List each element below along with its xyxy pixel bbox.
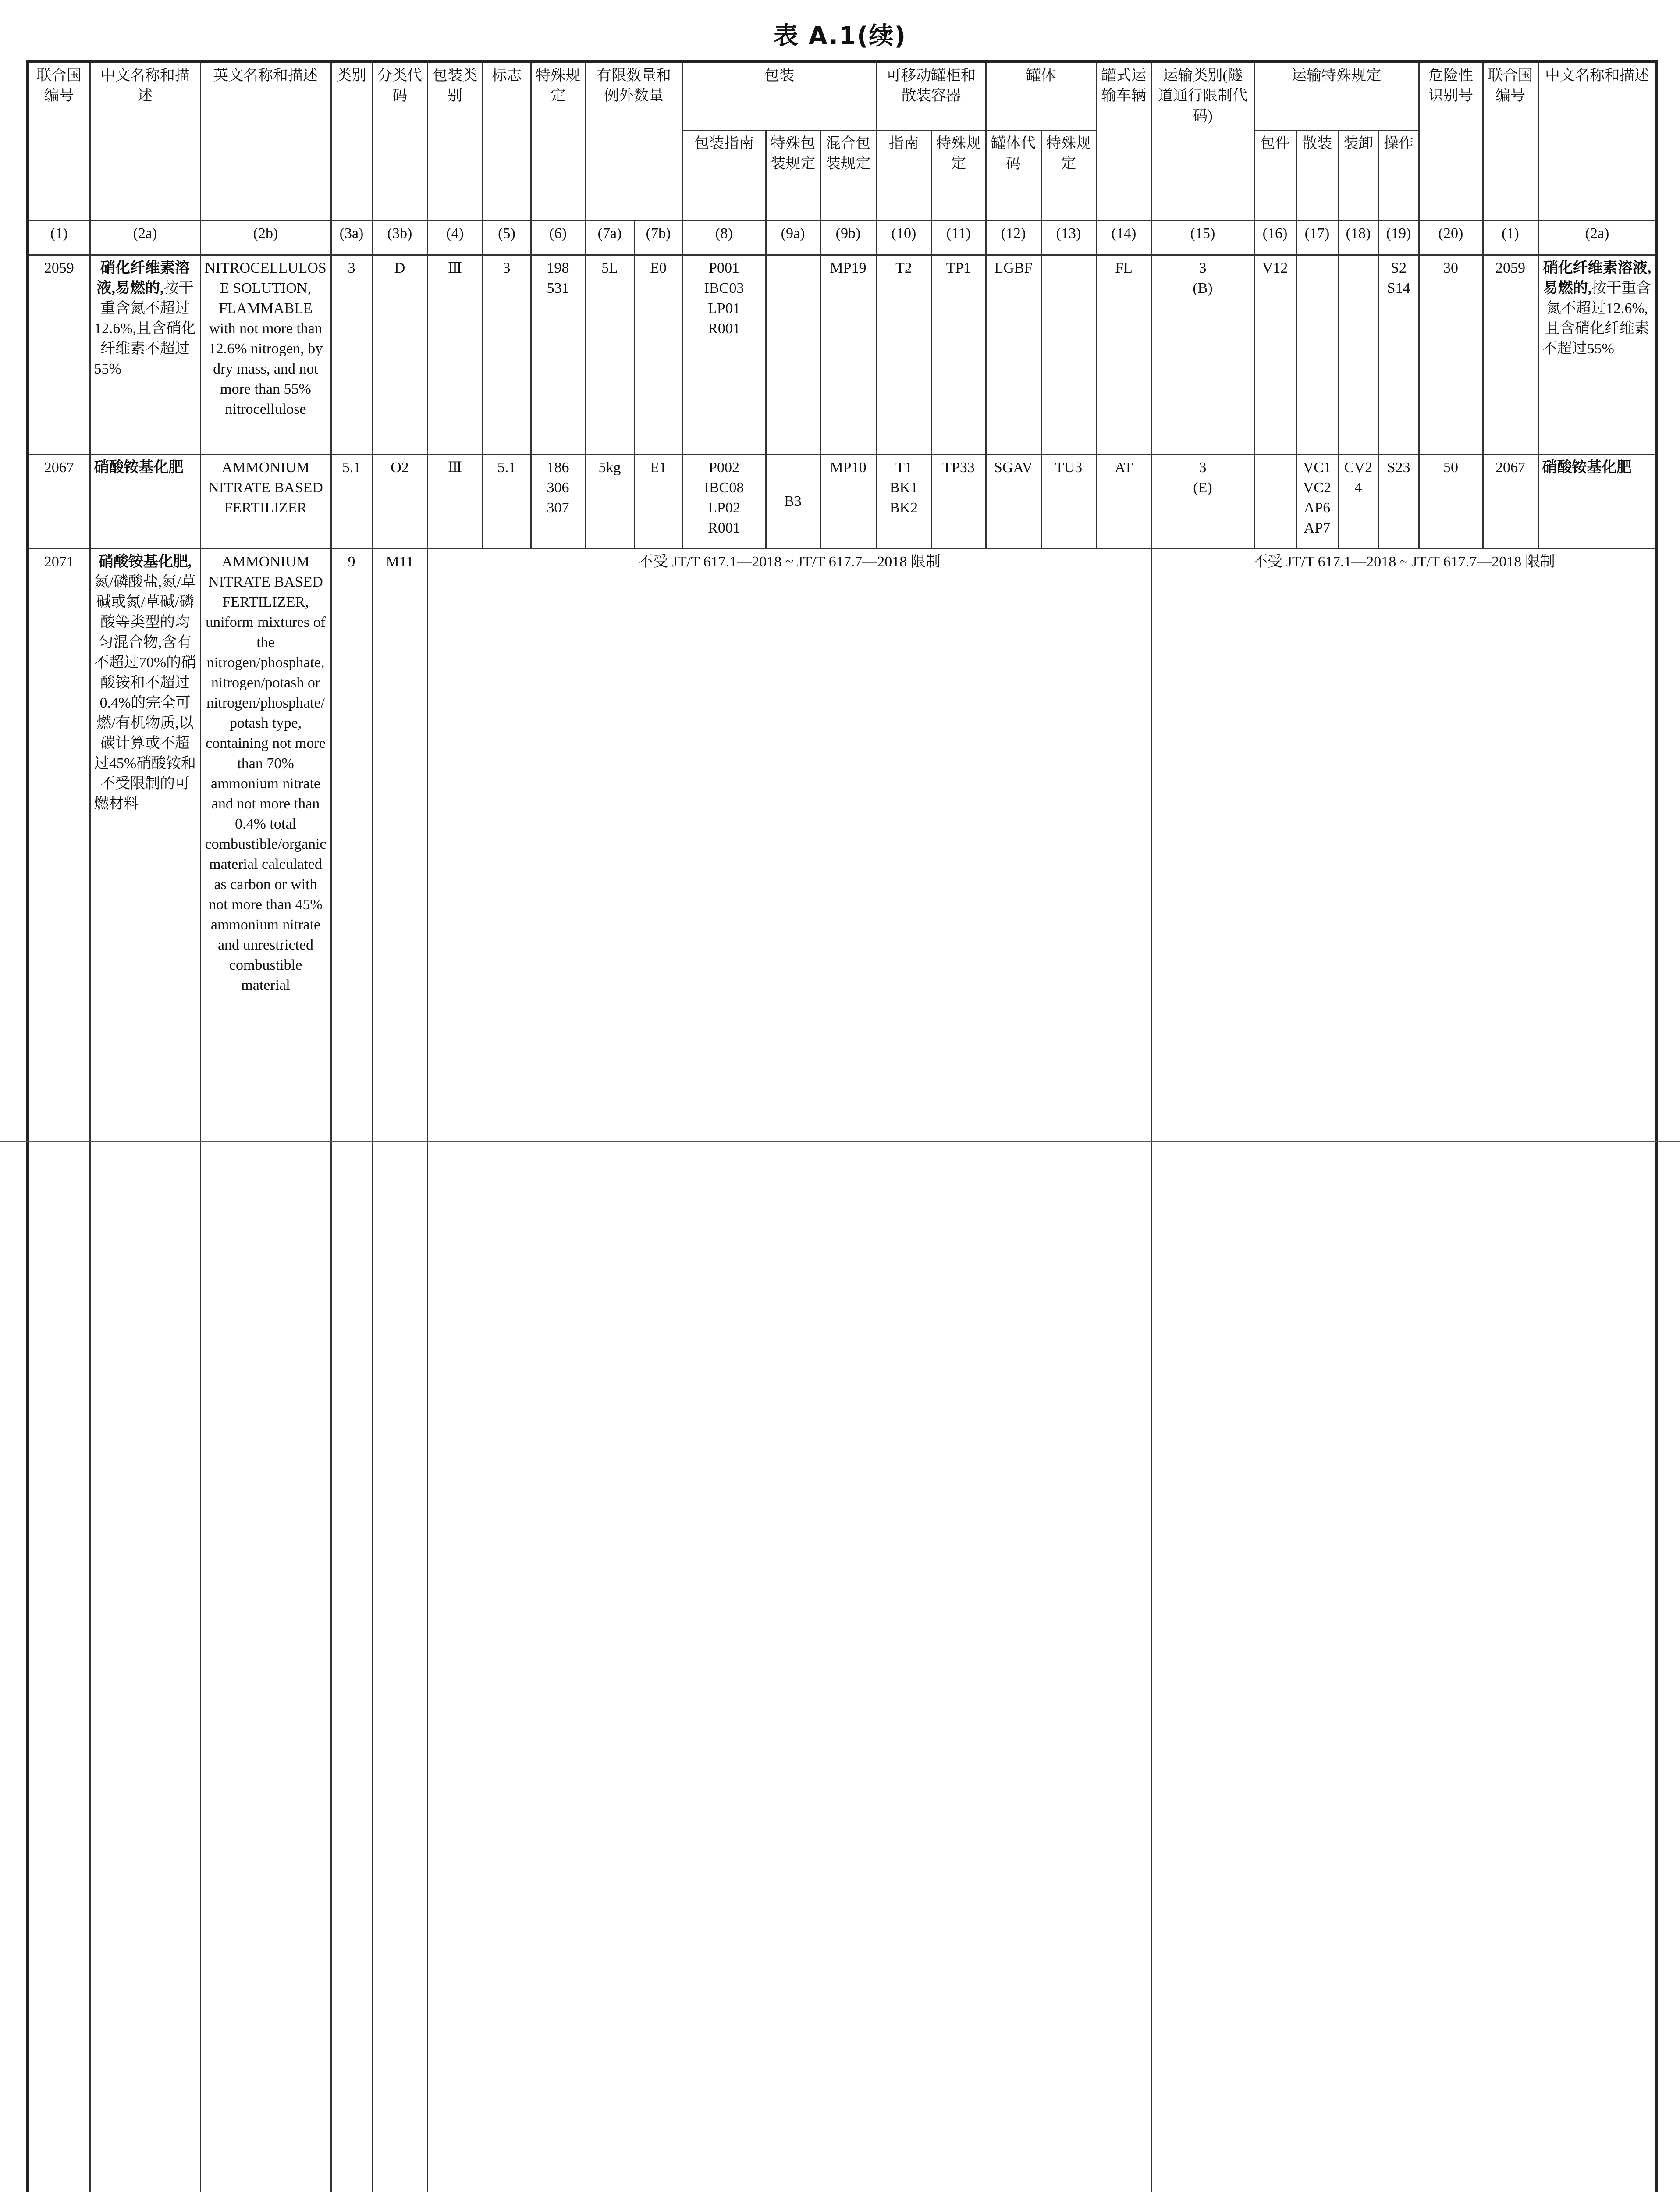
column-number: (4) — [427, 221, 483, 255]
hazard-id: 30 — [1419, 255, 1483, 455]
column-number: (17) — [1296, 221, 1338, 255]
special-provisions: 186 306 307 — [531, 455, 585, 549]
loading: CV24 — [1338, 455, 1378, 549]
cn-name-right: 硝化纤维素溶液,易燃的,按干重含氮不超过12.6%,且含硝化纤维素不超过55% — [1538, 255, 1656, 455]
packages — [1254, 455, 1296, 549]
header-packaging: 包装 — [682, 62, 876, 131]
un-number: 2059 — [28, 255, 90, 455]
header-mixed-packing: 混合包装规定 — [820, 131, 876, 221]
transport-category: 3 (E) — [1151, 455, 1254, 549]
transport-category: 3 (B) — [1151, 255, 1254, 455]
column-number: (13) — [1041, 221, 1096, 255]
operation: S2 S14 — [1378, 255, 1419, 455]
header-special-provisions: 特殊规定 — [531, 62, 585, 221]
en-name: AMMONIUM NITRATE BASED FERTILIZER — [200, 455, 331, 549]
un-number-right: 2067 — [1483, 455, 1538, 549]
class: 3 — [331, 255, 372, 455]
header-tank-vehicle: 罐式运输车辆 — [1096, 62, 1151, 221]
en-name: AMMONIUM NITRATE BASED FERTILIZER, uniform mixtures of the nitrogen/phosphate, nitrogen/potash or nitrogen/phosphate/potash type, containing not more than 70% ammonium nitrate and not more than 0.4% total combustible/organic material calculated as carbon or with not more than 45% ammonium nitrate and unrestricted combustible material — [200, 549, 331, 2192]
table-row — [28, 549, 1656, 2192]
header-label: 标志 — [483, 62, 531, 221]
excepted-quantity: E0 — [634, 255, 682, 455]
column-number: (3a) — [331, 221, 372, 255]
header-bulk: 散装 — [1296, 131, 1338, 221]
header-portable-special: 特殊规定 — [931, 131, 986, 221]
column-number: (11) — [931, 221, 986, 255]
packages: V12 — [1254, 255, 1296, 455]
column-number: (2b) — [200, 221, 331, 255]
header-cn-name-right: 中文名称和描述 — [1538, 62, 1656, 221]
tank-special: TU3 — [1041, 455, 1096, 549]
bulk: VC1 VC2 AP6 AP7 — [1296, 455, 1338, 549]
column-number: (7a) — [585, 221, 634, 255]
bulk — [1296, 255, 1338, 455]
column-number: (2a) — [90, 221, 200, 255]
tank-vehicle: AT — [1096, 455, 1151, 549]
class: 5.1 — [331, 455, 372, 549]
tank-code: LGBF — [986, 255, 1041, 455]
header-instruction: 指南 — [876, 131, 931, 221]
mixed-packing: MP10 — [820, 455, 876, 549]
label: 3 — [483, 255, 531, 455]
column-number: (18) — [1338, 221, 1378, 255]
class-code: M11 — [372, 549, 427, 2192]
column-number: (15) — [1151, 221, 1254, 255]
header-tank: 罐体 — [986, 62, 1096, 131]
special-provisions: 198 531 — [531, 255, 585, 455]
limited-quantity: 5kg — [585, 455, 634, 549]
page-divider — [0, 1141, 1680, 1142]
class: 9 — [331, 549, 372, 2192]
header-class-code: 分类代码 — [372, 62, 427, 221]
dangerous-goods-table — [26, 60, 1658, 2192]
header-packing-group: 包装类别 — [427, 62, 483, 221]
column-number: (5) — [483, 221, 531, 255]
table-title: 表 A.1(续) — [0, 17, 1680, 52]
header-special-transport: 运输特殊规定 — [1254, 62, 1419, 131]
cn-name: 硝酸铵基化肥 — [90, 455, 200, 549]
header-loading: 装卸 — [1338, 131, 1378, 221]
label: 5.1 — [483, 455, 531, 549]
en-name: NITROCELLULOSE SOLUTION, FLAMMABLE with not more than 12.6% nitrogen, by dry mass, and not more than 55% nitrocellulose — [200, 255, 331, 455]
un-number: 2071 — [28, 549, 90, 2192]
portable-special: TP33 — [931, 455, 986, 549]
column-number: (9a) — [766, 221, 820, 255]
un-number: 2067 — [28, 455, 90, 549]
class-code: D — [372, 255, 427, 455]
header-un-number-right: 联合国编号 — [1483, 62, 1538, 221]
mixed-packing: MP19 — [820, 255, 876, 455]
header-en-name: 英文名称和描述 — [200, 62, 331, 221]
column-number: (2a) — [1538, 221, 1656, 255]
column-number: (12) — [986, 221, 1041, 255]
operation: S23 — [1378, 455, 1419, 549]
class-code: O2 — [372, 455, 427, 549]
packing-instruction: P002 IBC08 LP02 R001 — [682, 455, 766, 549]
tank-special — [1041, 255, 1096, 455]
cn-name: 硝酸铵基化肥,氮/磷酸盐,氮/草碱或氮/草碱/磷酸等类型的均匀混合物,含有不超过70%的硝酸铵和不超过0.4%的完全可燃/有机物质,以碳计算或不超过45%硝酸铵和不受限制的可燃材料 — [90, 549, 200, 2192]
column-number: (1) — [28, 221, 90, 255]
hazard-id: 50 — [1419, 455, 1483, 549]
header-class: 类别 — [331, 62, 372, 221]
header-tank-special: 特殊规定 — [1041, 131, 1096, 221]
special-packing — [766, 255, 820, 455]
column-number: (14) — [1096, 221, 1151, 255]
portable-instruction: T2 — [876, 255, 931, 455]
column-number: (8) — [682, 221, 766, 255]
excepted-quantity: E1 — [634, 455, 682, 549]
table-row — [28, 255, 1656, 455]
packing-group: Ⅲ — [427, 255, 483, 455]
packing-instruction: P001 IBC03 LP01 R001 — [682, 255, 766, 455]
un-number-right: 2059 — [1483, 255, 1538, 455]
header-portable-tanks: 可移动罐柜和散装容器 — [876, 62, 986, 131]
column-number: (10) — [876, 221, 931, 255]
cn-name-right: 硝酸铵基化肥 — [1538, 455, 1656, 549]
header-limited-quantity: 有限数量和例外数量 — [585, 62, 682, 221]
column-number: (3b) — [372, 221, 427, 255]
column-number: (19) — [1378, 221, 1419, 255]
portable-instruction: T1 BK1 BK2 — [876, 455, 931, 549]
column-number-row — [28, 221, 1656, 255]
limited-quantity: 5L — [585, 255, 634, 455]
header-tank-code: 罐体代码 — [986, 131, 1041, 221]
header-transport-category: 运输类别(隧道通行限制代码) — [1151, 62, 1254, 221]
cn-name: 硝化纤维素溶液,易燃的,按干重含氮不超过12.6%,且含硝化纤维素不超过55% — [90, 255, 200, 455]
header-hazard-id: 危险性识别号 — [1419, 62, 1483, 221]
column-number: (1) — [1483, 221, 1538, 255]
header-un-number: 联合国编号 — [28, 62, 90, 221]
special-packing: B3 — [766, 455, 820, 549]
header-special-packing: 特殊包装规定 — [766, 131, 820, 221]
packing-group: Ⅲ — [427, 455, 483, 549]
header-packing-instruction: 包装指南 — [682, 131, 766, 221]
tank-vehicle: FL — [1096, 255, 1151, 455]
not-restricted-note-left: 不受 JT/T 617.1—2018 ~ JT/T 617.7—2018 限制 — [427, 549, 1151, 2192]
column-number: (6) — [531, 221, 585, 255]
table-row — [28, 455, 1656, 549]
column-number: (9b) — [820, 221, 876, 255]
column-number: (16) — [1254, 221, 1296, 255]
tank-code: SGAV — [986, 455, 1041, 549]
column-number: (7b) — [634, 221, 682, 255]
column-number: (20) — [1419, 221, 1483, 255]
portable-special: TP1 — [931, 255, 986, 455]
header-cn-name: 中文名称和描述 — [90, 62, 200, 221]
not-restricted-note-right: 不受 JT/T 617.1—2018 ~ JT/T 617.7—2018 限制 — [1151, 549, 1656, 2192]
header-packages: 包件 — [1254, 131, 1296, 221]
loading — [1338, 255, 1378, 455]
header-operation: 操作 — [1378, 131, 1419, 221]
